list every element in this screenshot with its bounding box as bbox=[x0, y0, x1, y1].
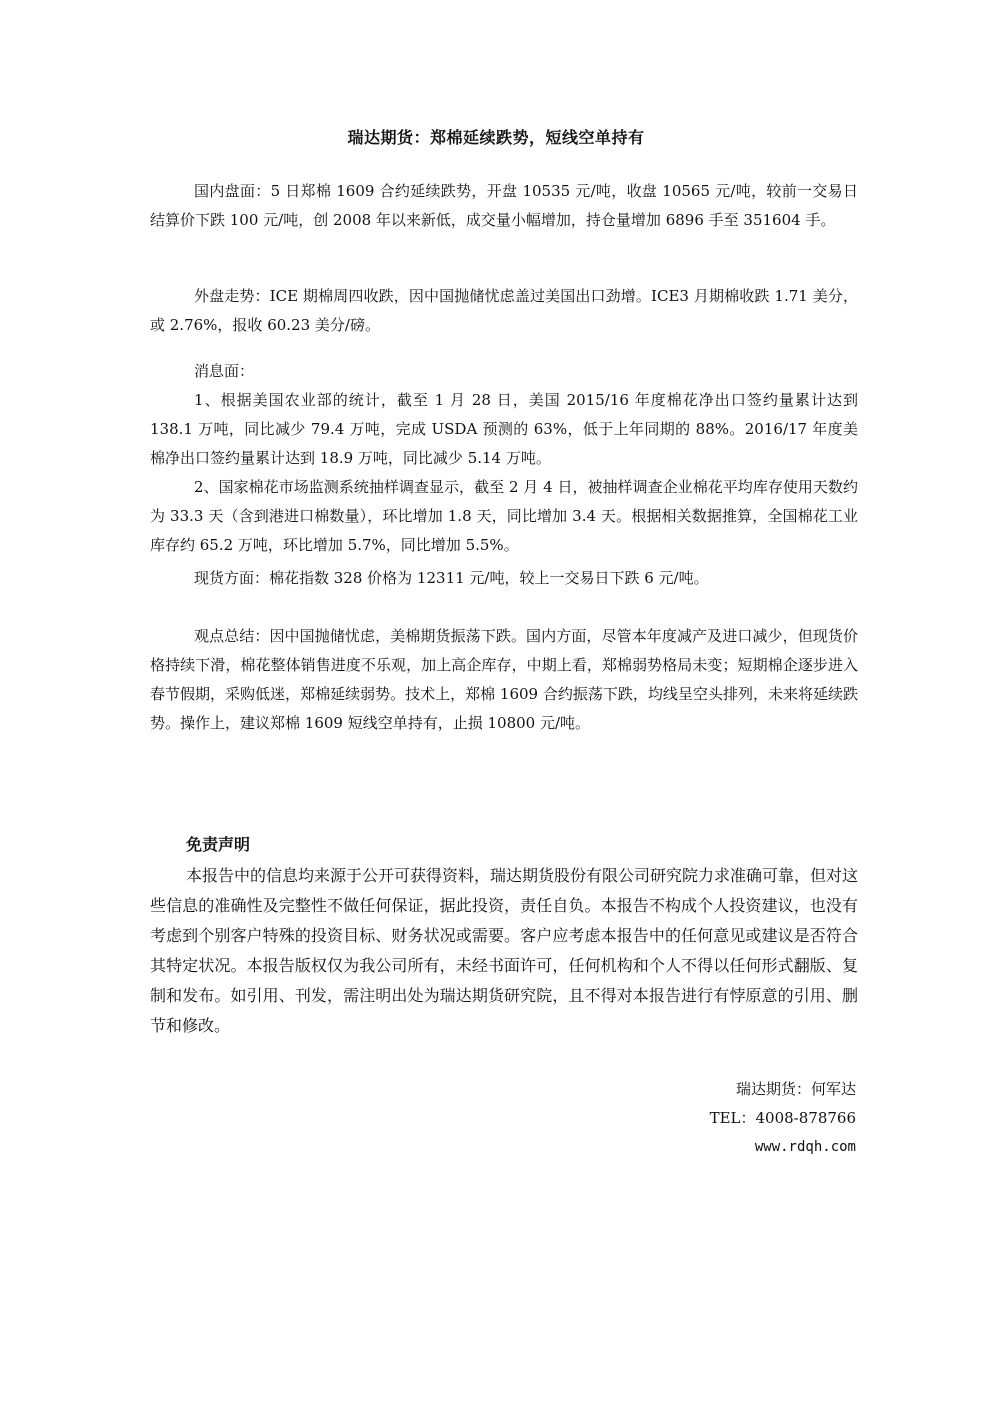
disclaimer-body: 本报告中的信息均来源于公开可获得资料，瑞达期货股份有限公司研究院力求准确可靠，但对这些信息的准确性及完整性不做任何保证，据此投资，责任自负。本报告不构成个人投资建议，也没有考虑到个别客户特殊的投资目标、财务状况或需要。客户应考虑本报告中的任何意见或建议是否符合其特定状况。本报告版权仅为我公司所有，未经书面许可，任何机构和个人不得以任何形式翻版、复制和发布。如引用、刊发，需注明出处为瑞达期货研究院，且不得对本报告进行有悖原意的引用、删节和修改。 bbox=[150, 866, 859, 1035]
signature-author: 瑞达期货：何军达 bbox=[735, 1080, 856, 1098]
foreign-market-paragraph: 外盘走势：ICE 期棉周四收跌，因中国抛储忧虑盖过美国出口劲增。ICE3 月期棉收跌 1.71 美分，或 2.76%，报收 60.23 美分/磅。 bbox=[150, 287, 858, 334]
signature-website[interactable]: www.rdqh.com bbox=[754, 1139, 856, 1155]
domestic-market-section bbox=[150, 177, 858, 235]
signature-block bbox=[710, 1075, 856, 1162]
disclaimer-title: 免责声明 bbox=[186, 835, 251, 854]
foreign-market-section bbox=[150, 282, 858, 340]
news-section bbox=[150, 357, 858, 560]
news-item-2: 2、国家棉花市场监测系统抽样调查显示，截至 2 月 4 日，被抽样调查企业棉花平均库存使用天数约为 33.3 天（含到港进口棉数量），环比增加 1.8 天，同比增加 3.4 天。根据相关数据推算，全国棉花工业库存约 65.2 万吨，环比增加 5.7%，同比增加 5.5%。 bbox=[150, 478, 858, 554]
spot-section bbox=[150, 564, 858, 593]
news-item-1: 1、根据美国农业部的统计，截至 1 月 28 日，美国 2015/16 年度棉花净出口签约量累计达到 138.1 万吨，同比减少 79.4 万吨，完成 USDA 预测的 63%，低于上年同期的 88%。2016/17 年度美棉净出口签约量累计达到 18.9 万吨，同比减少 5.14 万吨。 bbox=[150, 391, 858, 467]
news-heading: 消息面： bbox=[194, 362, 255, 380]
report-title: 瑞达期货：郑棉延续跌势，短线空单持有 bbox=[347, 128, 645, 147]
domestic-market-paragraph: 国内盘面：5 日郑棉 1609 合约延续跌势，开盘 10535 元/吨，收盘 10565 元/吨，较前一交易日结算价下跌 100 元/吨，创 2008 年以来新低，成交量小幅增加，持仓量增加 6896 手至 351604 手。 bbox=[150, 182, 858, 229]
summary-paragraph: 观点总结：因中国抛储忧虑，美棉期货振荡下跌。国内方面，尽管本年度减产及进口减少，但现货价格持续下滑，棉花整体销售进度不乐观，加上高企库存，中期上看，郑棉弱势格局未变；短期棉企逐步进入春节假期，采购低迷，郑棉延续弱势。技术上，郑棉 1609 合约振荡下跌，均线呈空头排列，未来将延续跌势。操作上，建议郑棉 1609 短线空单持有，止损 10800 元/吨。 bbox=[150, 627, 858, 732]
spot-paragraph: 现货方面：棉花指数 328 价格为 12311 元/吨，较上一交易日下跌 6 元/吨。 bbox=[194, 569, 709, 587]
signature-tel: TEL：4008-878766 bbox=[709, 1109, 856, 1127]
summary-section bbox=[150, 622, 858, 738]
